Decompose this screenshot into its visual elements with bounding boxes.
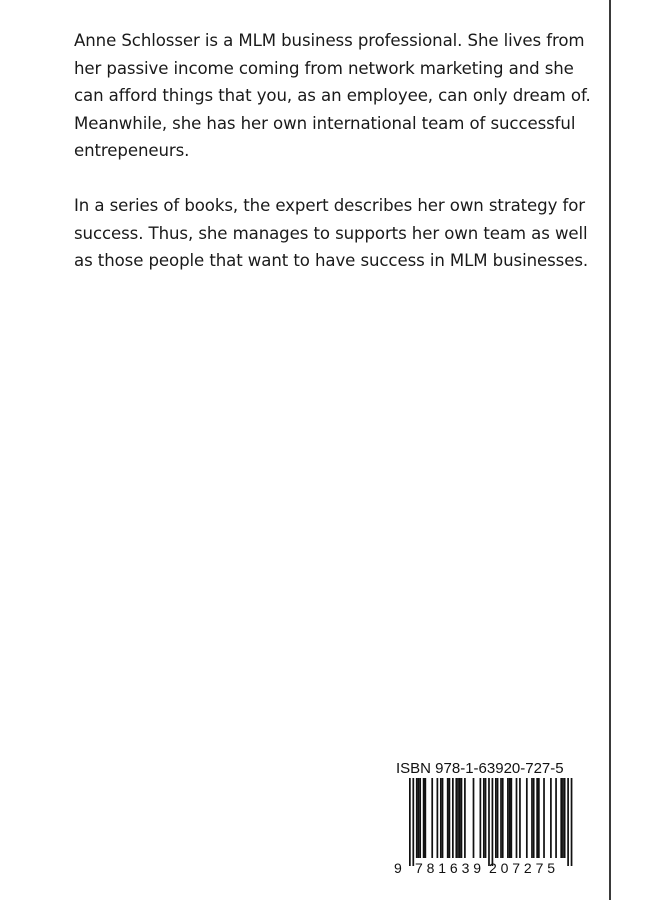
barcode-bar bbox=[473, 778, 475, 858]
barcode-bar bbox=[536, 778, 538, 858]
barcode-bars bbox=[409, 778, 572, 866]
isbn-barcode bbox=[392, 760, 582, 880]
barcode-bar bbox=[564, 778, 566, 858]
barcode-bar bbox=[452, 778, 454, 858]
barcode-bar bbox=[495, 778, 497, 858]
barcode-bar bbox=[440, 778, 442, 858]
barcode-bar bbox=[464, 778, 466, 858]
barcode-bar bbox=[507, 778, 509, 858]
blurb-paragraph-1: Anne Schlosser is a MLM business professional. She lives from her passive income coming from network marketing and she can afford things that you, as an employee, can only dream of. Meanwhile, she has her own international team of successful entrepeneurs. bbox=[74, 31, 591, 161]
barcode-bar bbox=[459, 778, 461, 858]
barcode-graphic bbox=[392, 778, 582, 878]
barcode-bar bbox=[497, 778, 499, 858]
barcode-bar bbox=[412, 778, 414, 866]
barcode-bar bbox=[531, 778, 533, 858]
barcode-bar bbox=[409, 778, 411, 866]
barcode-bar bbox=[457, 778, 459, 858]
barcode-bar bbox=[461, 778, 463, 858]
barcode-bar bbox=[418, 778, 420, 858]
barcode-bar bbox=[562, 778, 564, 858]
barcode-bar bbox=[543, 778, 545, 858]
isbn-label: ISBN 978-1-63920-727-5 bbox=[396, 760, 564, 777]
barcode-left-digits: 781639 bbox=[415, 860, 481, 876]
barcode-bar bbox=[423, 778, 425, 858]
barcode-bar bbox=[483, 778, 485, 858]
spine-edge-line bbox=[609, 0, 611, 900]
blurb-paragraph-2: In a series of books, the expert describes her own strategy for success. Thus, she manages to supports her own team as well as those people that want to have success in MLM businesses. bbox=[74, 195, 589, 271]
barcode-bar bbox=[488, 778, 490, 866]
barcode-bar bbox=[492, 778, 494, 866]
barcode-bar bbox=[442, 778, 444, 858]
barcode-bar bbox=[500, 778, 502, 858]
barcode-bar bbox=[516, 778, 518, 858]
barcode-bar bbox=[510, 778, 512, 858]
barcode-bar bbox=[416, 778, 418, 858]
barcode-bar bbox=[526, 778, 528, 858]
barcode-bar bbox=[560, 778, 562, 858]
barcode-bar bbox=[533, 778, 535, 858]
barcode-right-digits: 207275 bbox=[489, 860, 555, 876]
barcode-bar bbox=[485, 778, 487, 858]
barcode-bar bbox=[502, 778, 504, 858]
barcode-bar bbox=[555, 778, 557, 858]
barcode-bar bbox=[571, 778, 573, 866]
barcode-bar bbox=[509, 778, 511, 858]
barcode-bar bbox=[519, 778, 521, 858]
barcode-bar bbox=[480, 778, 482, 858]
blurb-text bbox=[74, 27, 594, 275]
barcode-bar bbox=[550, 778, 552, 858]
barcode-bar bbox=[447, 778, 449, 858]
barcode-bar bbox=[455, 778, 457, 858]
barcode-bar bbox=[567, 778, 569, 866]
barcode-bar bbox=[449, 778, 451, 858]
barcode-bar bbox=[437, 778, 439, 858]
barcode-lead-digit: 9 bbox=[394, 860, 402, 876]
barcode-bar bbox=[424, 778, 426, 858]
barcode-bar bbox=[538, 778, 540, 858]
barcode-bar bbox=[431, 778, 433, 858]
barcode-bar bbox=[419, 778, 421, 858]
